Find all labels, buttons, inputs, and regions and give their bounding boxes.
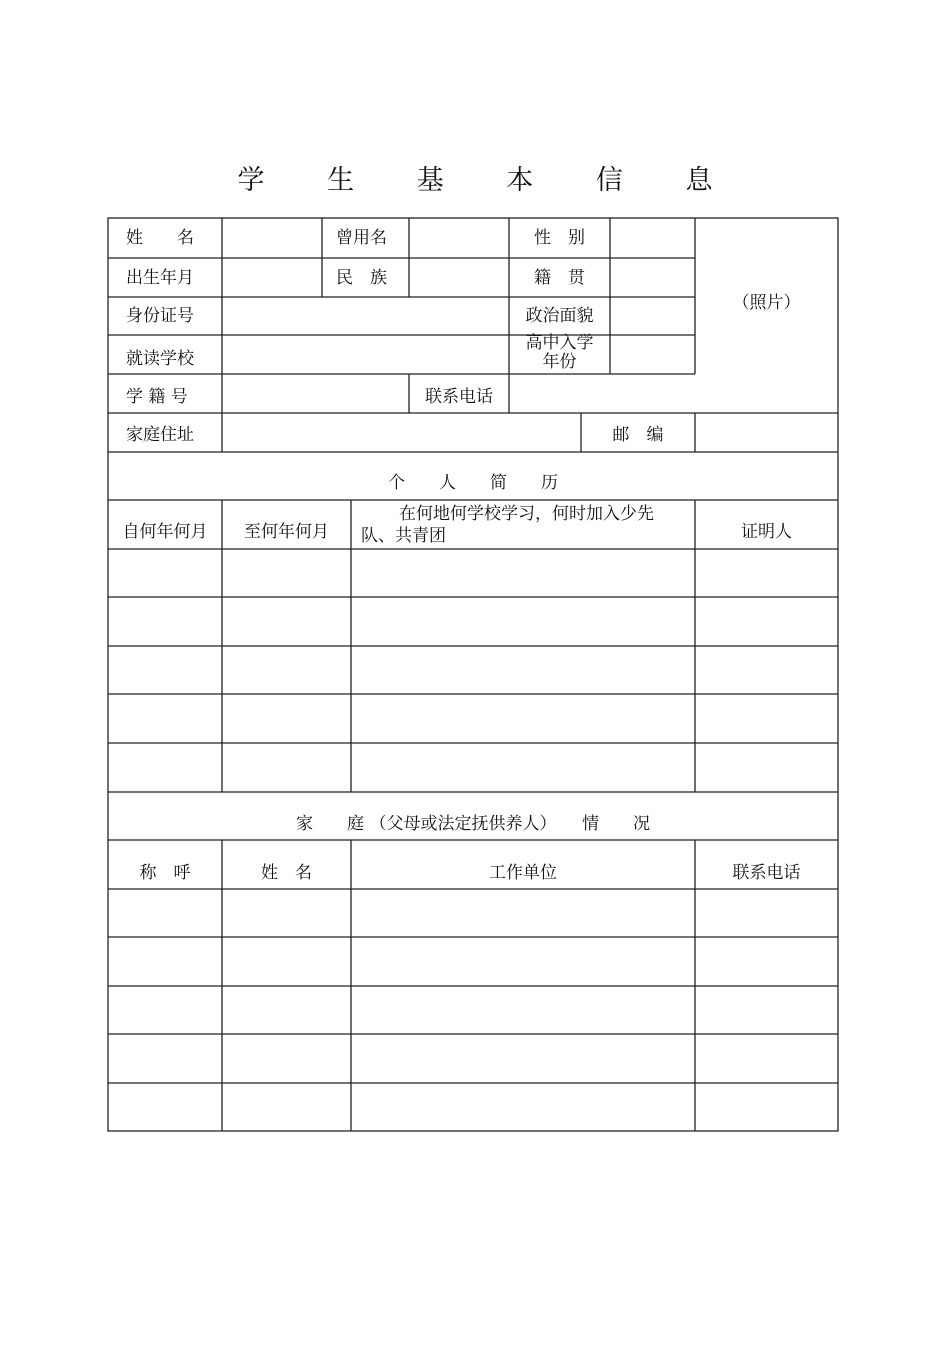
family-row[interactable] bbox=[108, 1083, 838, 1131]
former-name-field[interactable] bbox=[409, 218, 509, 258]
resume-row[interactable] bbox=[108, 743, 838, 792]
native-place-label: 籍 贯 bbox=[534, 267, 585, 288]
resume-col-desc-line2: 队、共青团 bbox=[361, 525, 446, 546]
phone-label: 联系电话 bbox=[425, 386, 493, 407]
family-row[interactable] bbox=[108, 986, 838, 1034]
birth-field[interactable] bbox=[222, 258, 322, 297]
resume-row[interactable] bbox=[108, 694, 838, 743]
address-label: 家庭住址 bbox=[126, 424, 194, 445]
family-heading: 家 庭 （父母或法定抚供养人） 情 况 bbox=[296, 814, 650, 834]
former-name-label: 曾用名 bbox=[336, 228, 387, 248]
family-col-phone: 联系电话 bbox=[732, 862, 801, 883]
resume-col-witness: 证明人 bbox=[741, 521, 792, 542]
resume-col-desc-line1: 在何地何学校学习，何时加入少先 bbox=[399, 503, 654, 524]
phone-field[interactable] bbox=[509, 374, 695, 413]
student-no-field[interactable] bbox=[222, 374, 409, 413]
family-row[interactable] bbox=[108, 889, 838, 937]
resume-heading: 个 人 简 历 bbox=[388, 473, 558, 493]
family-row[interactable] bbox=[108, 1034, 838, 1083]
gender-field[interactable] bbox=[610, 218, 695, 258]
photo-area: （照片） bbox=[732, 293, 801, 313]
name-field[interactable] bbox=[222, 218, 322, 258]
gender-label: 性 别 bbox=[534, 228, 585, 248]
resume-col-from: 自何年何月 bbox=[122, 521, 208, 542]
ethnicity-field[interactable] bbox=[409, 258, 509, 297]
resume-row[interactable] bbox=[108, 646, 838, 694]
address-field[interactable] bbox=[222, 413, 581, 452]
family-col-work: 工作单位 bbox=[489, 862, 557, 883]
family-col-relation: 称 呼 bbox=[139, 862, 191, 883]
hs-entry-year-label bbox=[509, 332, 610, 374]
hs-entry-year-line1: 高中入学 bbox=[525, 333, 594, 353]
family-row[interactable] bbox=[108, 937, 838, 986]
ethnicity-label: 民 族 bbox=[336, 267, 387, 288]
resume-col-to: 至何年何月 bbox=[244, 521, 329, 542]
birth-label: 出生年月 bbox=[126, 267, 194, 288]
resume-col-desc bbox=[351, 500, 695, 549]
page-title: 学 生 基 本 信 息 bbox=[237, 165, 740, 196]
id-number-label: 身份证号 bbox=[126, 306, 194, 326]
postcode-label: 邮 编 bbox=[612, 424, 664, 445]
political-status-label: 政治面貌 bbox=[525, 306, 594, 326]
school-field[interactable] bbox=[222, 335, 509, 374]
resume-row[interactable] bbox=[108, 549, 838, 597]
name-label: 姓 名 bbox=[126, 228, 194, 248]
hs-entry-year-line2: 年份 bbox=[542, 352, 577, 372]
id-number-field[interactable] bbox=[222, 297, 509, 335]
school-label: 就读学校 bbox=[126, 348, 194, 369]
hs-entry-year-field[interactable] bbox=[610, 335, 695, 374]
postcode-field[interactable] bbox=[695, 413, 838, 452]
resume-row[interactable] bbox=[108, 597, 838, 646]
native-place-field[interactable] bbox=[610, 258, 695, 297]
student-no-label: 学 籍 号 bbox=[126, 386, 188, 407]
family-col-name: 姓 名 bbox=[261, 862, 312, 883]
political-status-field[interactable] bbox=[610, 297, 695, 335]
